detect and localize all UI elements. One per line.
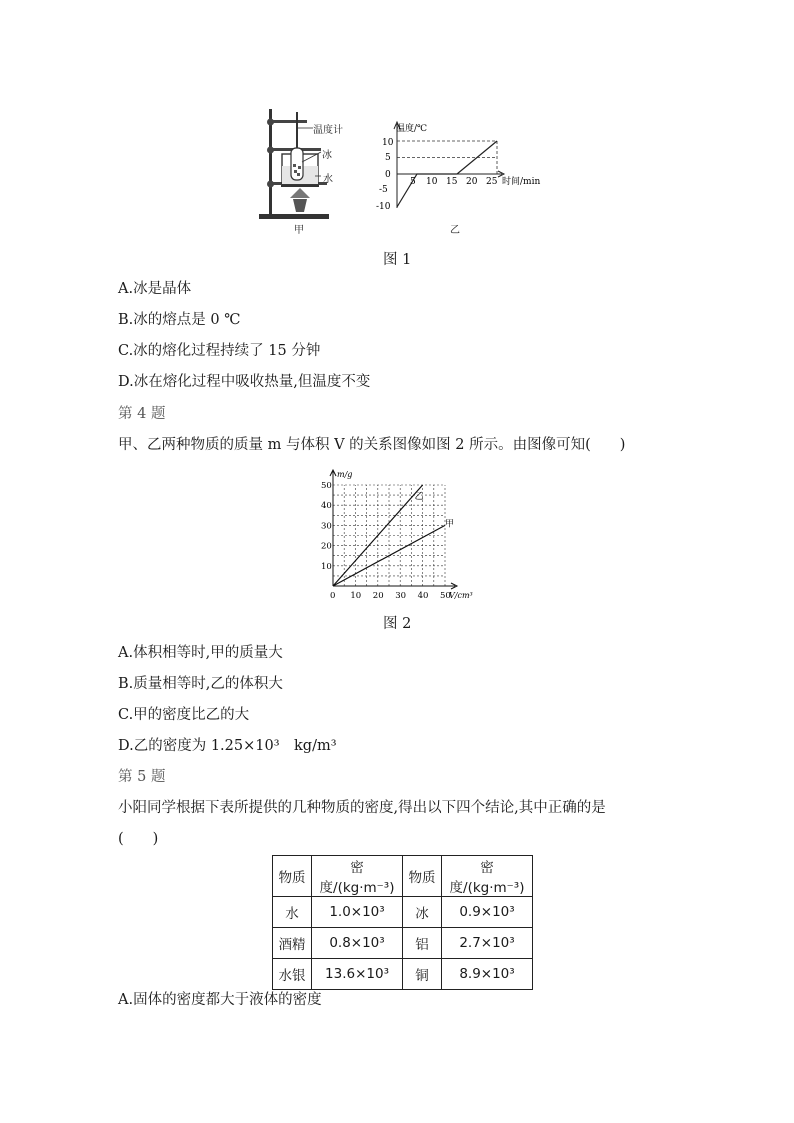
temp-xtick: 25 [486,177,498,187]
x-tick-label: 40 [417,591,429,601]
x-tick-label: 30 [395,591,407,601]
q3-option-b: B.冰的熔点是 0 ℃ [118,312,241,328]
q5-heading: 第 5 题 [118,769,166,785]
ice-label: 冰 [322,150,332,161]
y-tick-label: 40 [321,501,332,512]
chart-grid [333,485,445,586]
y-tick-label: 20 [321,541,332,552]
thermometer-label: 温度计 [313,125,343,136]
temp-ytick: -5 [379,185,388,195]
temperature-time-graph [362,118,542,218]
fig1-jia-caption: 甲 [294,225,304,236]
y-tick-label: 10 [321,561,332,572]
q5-stem-paren: ( ) [118,831,159,847]
x-tick-label: 0 [330,591,336,601]
q4-heading: 第 4 题 [118,406,166,422]
table-cell: 0.9×10³ [442,897,533,928]
table-header-cell: 密度/(kg·m⁻³) [442,856,533,897]
table-row [273,959,533,990]
q3-option-a: A.冰是晶体 [118,281,192,297]
table-header-cell: 密度/(kg·m⁻³) [312,856,403,897]
q4-option-d: D.乙的密度为 1.25×10³ kg/m³ [118,738,337,754]
alcohol-lamp [293,199,307,212]
table-row [273,897,533,928]
fig2-caption: 图 2 [383,616,412,632]
fig1-caption: 图 1 [383,252,412,268]
density-table [272,855,533,990]
x-tick-label: 20 [372,591,384,601]
table-header-row [273,856,533,897]
q4-option-a: A.体积相等时,甲的质量大 [118,645,283,661]
table-cell: 铝 [403,928,442,959]
table-cell: 冰 [403,897,442,928]
flame-icon [290,188,310,198]
table-cell: 8.9×10³ [442,959,533,990]
temp-xtick: 5 [410,177,416,187]
x-tick-label: 50 [440,591,451,601]
table-cell: 1.0×10³ [312,897,403,928]
temp-ytick: 5 [385,153,391,163]
temp-xtick: 15 [446,177,458,187]
mass-volume-chart [315,462,485,602]
table-cell: 水银 [273,959,312,990]
y-axis-label: m/g [337,470,353,479]
temp-ylabel: 温度/℃ [396,124,428,134]
water-label: 水 [323,174,333,185]
table-cell: 0.8×10³ [312,928,403,959]
q3-option-c: C.冰的熔化过程持续了 15 分钟 [118,343,321,359]
apparatus-figure [255,104,365,234]
table-cell: 2.7×10³ [442,928,533,959]
table-row [273,928,533,959]
table-cell: 水 [273,897,312,928]
temp-xtick: 20 [466,177,478,187]
table-header-cell: 物质 [403,856,442,897]
table-cell: 铜 [403,959,442,990]
q5-option-a: A.固体的密度都大于液体的密度 [118,992,322,1008]
series-label: 甲 [445,519,455,530]
table-header-cell: 物质 [273,856,312,897]
q3-option-d: D.冰在熔化过程中吸收热量,但温度不变 [118,374,371,390]
temp-xtick: 10 [426,177,438,187]
temp-ytick: 10 [382,138,394,148]
table-cell: 酒精 [273,928,312,959]
x-tick-label: 10 [350,591,362,601]
q4-option-c: C.甲的密度比乙的大 [118,707,250,723]
q4-stem: 甲、乙两种物质的质量 m 与体积 V 的关系图像如图 2 所示。由图像可知( ) [118,437,626,453]
q5-stem: 小阳同学根据下表所提供的几种物质的密度,得出以下四个结论,其中正确的是 [118,800,606,816]
x-axis-label: V/cm³ [449,591,473,600]
q4-option-b: B.质量相等时,乙的体积大 [118,676,283,692]
temp-ytick: -10 [376,202,391,212]
temp-ytick: 0 [385,170,391,180]
y-tick-label: 50 [321,481,332,491]
y-tick-label: 30 [321,521,332,532]
series-label: 乙 [414,492,424,502]
temp-xlabel: 时间/min [502,177,541,187]
table-cell: 13.6×10³ [312,959,403,990]
fig1-yi-caption: 乙 [450,225,460,236]
